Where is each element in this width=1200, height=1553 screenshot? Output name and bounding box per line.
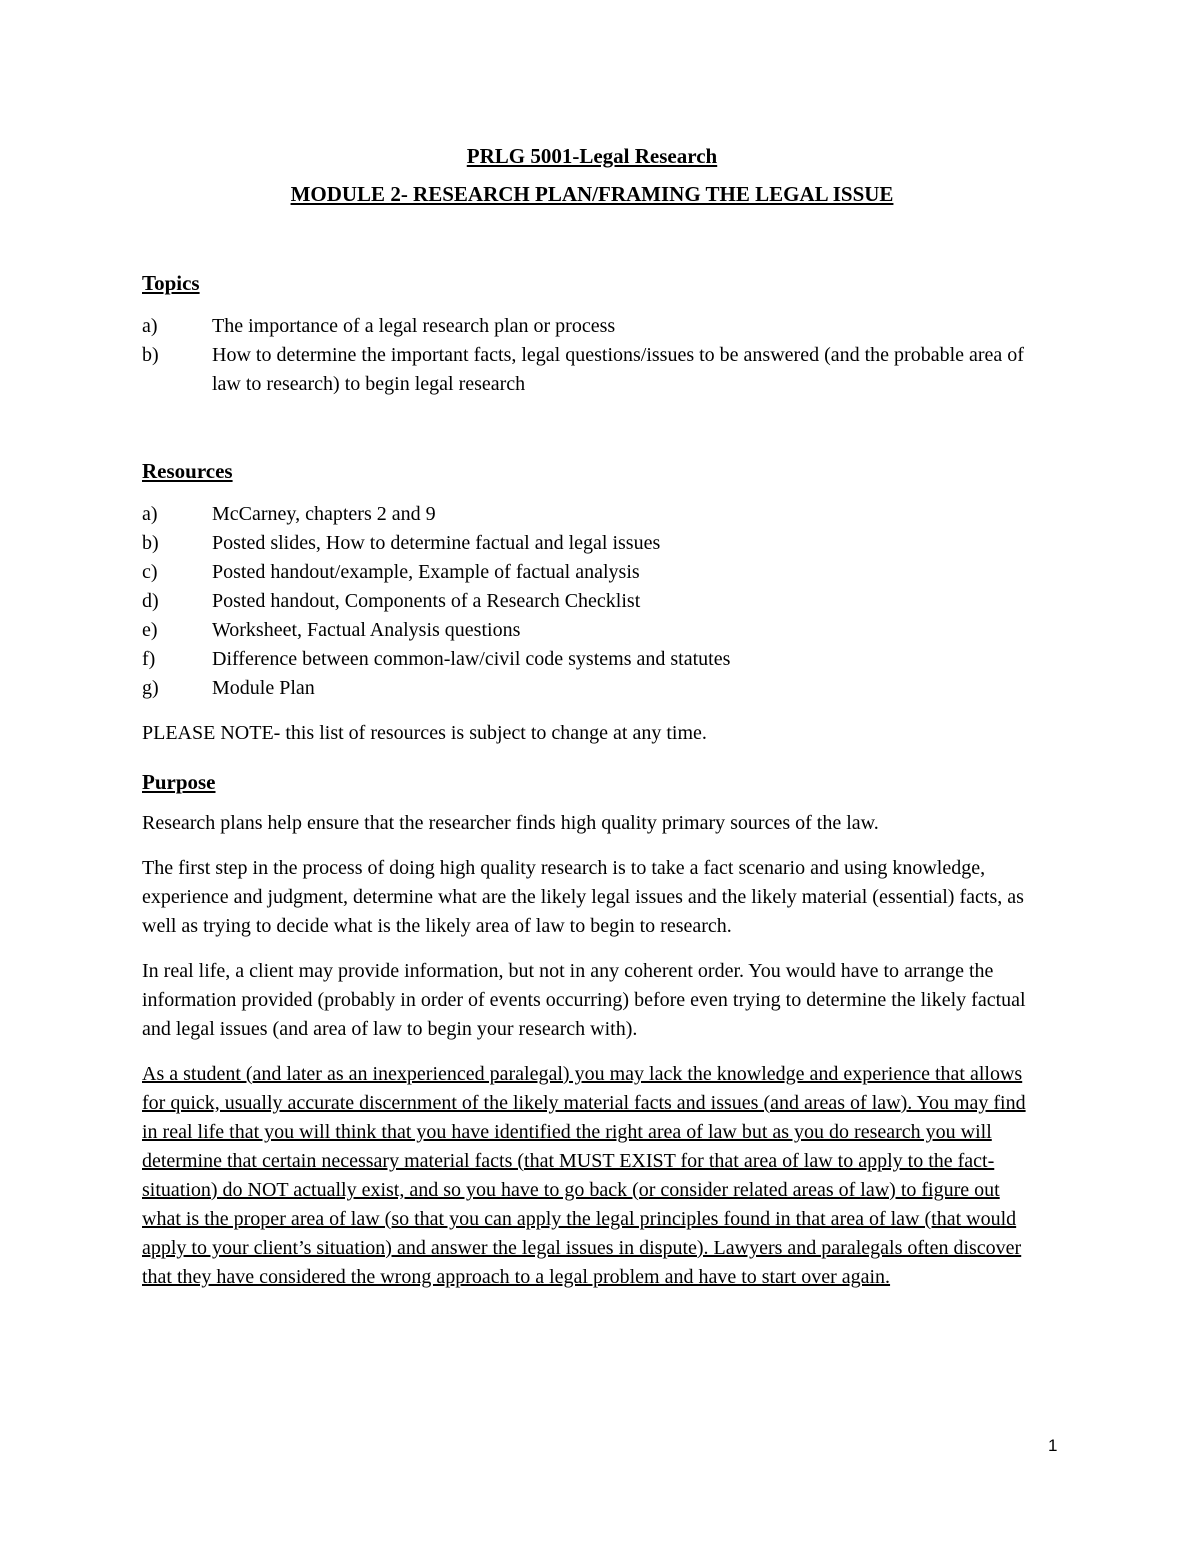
list-marker: a) (142, 315, 158, 337)
list-marker: g) (142, 677, 159, 699)
list-marker: b) (142, 532, 159, 554)
list-item (142, 616, 1042, 645)
document-page (142, 140, 1042, 1292)
resources-list (142, 500, 1042, 703)
list-item-text: Difference between common-law/civil code systems and statutes (212, 648, 731, 670)
page-number: 1 (1048, 1436, 1058, 1455)
list-item-text: How to determine the important facts, legal questions/issues to be answered (and the probable area of law to research) to begin legal research (212, 344, 1024, 395)
list-item-text: Module Plan (212, 677, 315, 699)
list-item (142, 587, 1042, 616)
list-item (142, 312, 1042, 341)
list-item (142, 558, 1042, 587)
resources-note: PLEASE NOTE- this list of resources is subject to change at any time. (142, 722, 707, 744)
module-subtitle: MODULE 2- RESEARCH PLAN/FRAMING THE LEGAL ISSUE (290, 182, 894, 206)
list-item (142, 645, 1042, 674)
purpose-paragraph-1: Research plans help ensure that the researcher finds high quality primary sources of the law. (142, 812, 879, 834)
purpose-paragraph-2: The first step in the process of doing high quality research is to take a fact scenario and using knowledge, experience and judgment, determine what are the likely legal issues and the likely material (essential) facts, as well as trying to decide what is the likely area of law to begin to research. (142, 857, 1024, 937)
list-item-text: The importance of a legal research plan or process (212, 315, 616, 337)
resources-heading: Resources (142, 459, 233, 483)
list-marker: e) (142, 619, 158, 641)
purpose-heading: Purpose (142, 770, 216, 794)
list-marker: c) (142, 561, 158, 583)
list-item-text: Worksheet, Factual Analysis questions (212, 619, 521, 641)
list-item-text: Posted slides, How to determine factual and legal issues (212, 532, 661, 554)
list-item (142, 674, 1042, 703)
list-item-text: Posted handout, Components of a Research Checklist (212, 590, 641, 612)
purpose-paragraph-3: In real life, a client may provide information, but not in any coherent order. You would have to arrange the information provided (probably in order of events occurring) before even trying to determine the likely factual and legal issues (and area of law to begin your research with). (142, 960, 1026, 1040)
list-item-text: McCarney, chapters 2 and 9 (212, 503, 436, 525)
topics-heading: Topics (142, 271, 200, 295)
list-item-text: Posted handout/example, Example of factual analysis (212, 561, 640, 583)
list-item (142, 341, 1042, 399)
list-item (142, 500, 1042, 529)
list-item (142, 529, 1042, 558)
list-marker: f) (142, 648, 156, 670)
list-marker: b) (142, 344, 159, 366)
list-marker: a) (142, 503, 158, 525)
topics-list (142, 312, 1042, 399)
list-marker: d) (142, 590, 159, 612)
document-title: PRLG 5001-Legal Research (466, 144, 718, 168)
purpose-paragraph-4: As a student (and later as an inexperienced paralegal) you may lack the knowledge and experience that allows for quick, usually accurate discernment of the likely material facts and issues (and areas of law). You may find in real life that you will think that you have identified the right area of law but as you do research you will determine that certain necessary material facts (that MUST EXIST for that area of law to apply to the fact-situation) do NOT actually exist, and so you have to go back (or consider related areas of law) to figure out what is the proper area of law (so that you can apply the legal principles found in that area of law (that would apply to your client’s situation) and answer the legal issues in dispute). Lawyers and paralegals often discover that they have considered the wrong approach to a legal problem and have to start over again. (142, 1063, 1026, 1288)
